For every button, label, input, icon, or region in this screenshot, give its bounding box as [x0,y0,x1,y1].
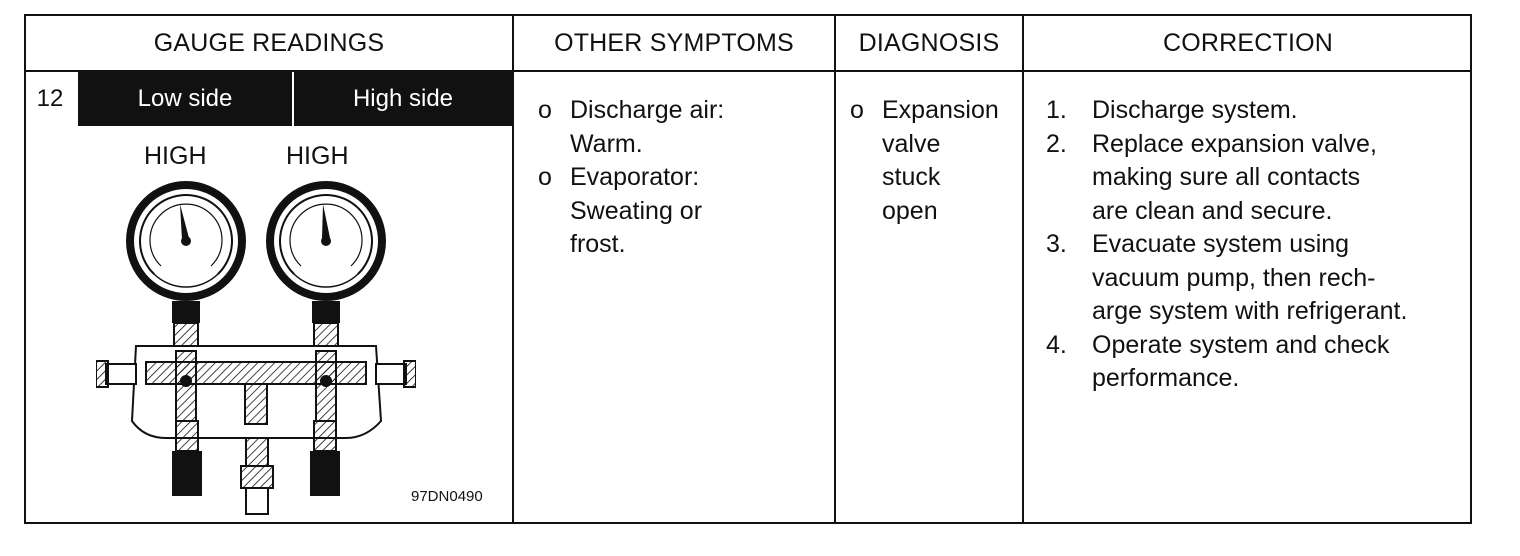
step-line: Discharge system. [1092,96,1298,124]
symptom-line: Sweating or [570,196,703,225]
bullet-marker: o [538,96,552,124]
diagnosis-line: open [882,196,938,225]
step-number: 4. [1046,330,1067,359]
high-side-reading: HIGH [286,142,349,170]
step-number: 1. [1046,96,1067,124]
symptom-line: frost. [570,230,626,258]
column-divider [1022,16,1024,522]
header-gauge-readings: GAUGE READINGS [153,28,385,57]
figure-id: 97DN0490 [411,488,483,505]
gauge-subheader [26,72,512,126]
step-line: making sure all contacts [1092,163,1361,191]
correction-steps [1046,94,1470,396]
step-line: Operate system and check [1092,330,1390,359]
symptom-line: Discharge air: [570,96,725,124]
diagnosis-line: Expansion [882,96,999,124]
column-divider [834,16,836,522]
diagnosis-text [850,94,1020,228]
bullet-marker: o [538,163,552,191]
column-divider [512,16,514,522]
header-correction: CORRECTION [1162,28,1334,57]
step-line: Replace expansion valve, [1092,129,1377,158]
high-side-gauge-icon [266,181,386,323]
manifold-gauge-illustration [96,176,416,516]
step-line: arge system with refrigerant. [1092,297,1408,325]
symptoms-list [538,94,828,262]
symptom-line: Evaporator: [570,163,700,191]
step-line: performance. [1092,364,1240,392]
step-number: 3. [1046,230,1067,258]
case-number: 12 [26,72,74,126]
diagnosis-table [24,14,1472,524]
step-line: are clean and secure. [1092,196,1333,225]
diagnosis-line: stuck [882,163,941,191]
list-item [850,94,1020,228]
bullet-marker: o [850,96,864,124]
low-side-gauge-icon [126,181,246,323]
diagnosis-line: valve [882,129,941,158]
list-item [1046,128,1470,229]
list-item [1046,228,1470,329]
list-item [538,161,828,262]
step-number: 2. [1046,129,1067,158]
list-item [538,94,828,161]
symptom-line: Warm. [570,129,643,158]
low-side-label: Low side [78,72,292,126]
high-side-label: High side [294,72,512,126]
step-line: vacuum pump, then rech- [1092,263,1376,292]
low-side-reading: HIGH [144,142,207,170]
header-other-symptoms: OTHER SYMPTOMS [554,28,794,57]
list-item [1046,94,1470,128]
list-item [1046,329,1470,396]
header-diagnosis: DIAGNOSIS [858,28,1000,57]
step-line: Evacuate system using [1092,230,1350,258]
